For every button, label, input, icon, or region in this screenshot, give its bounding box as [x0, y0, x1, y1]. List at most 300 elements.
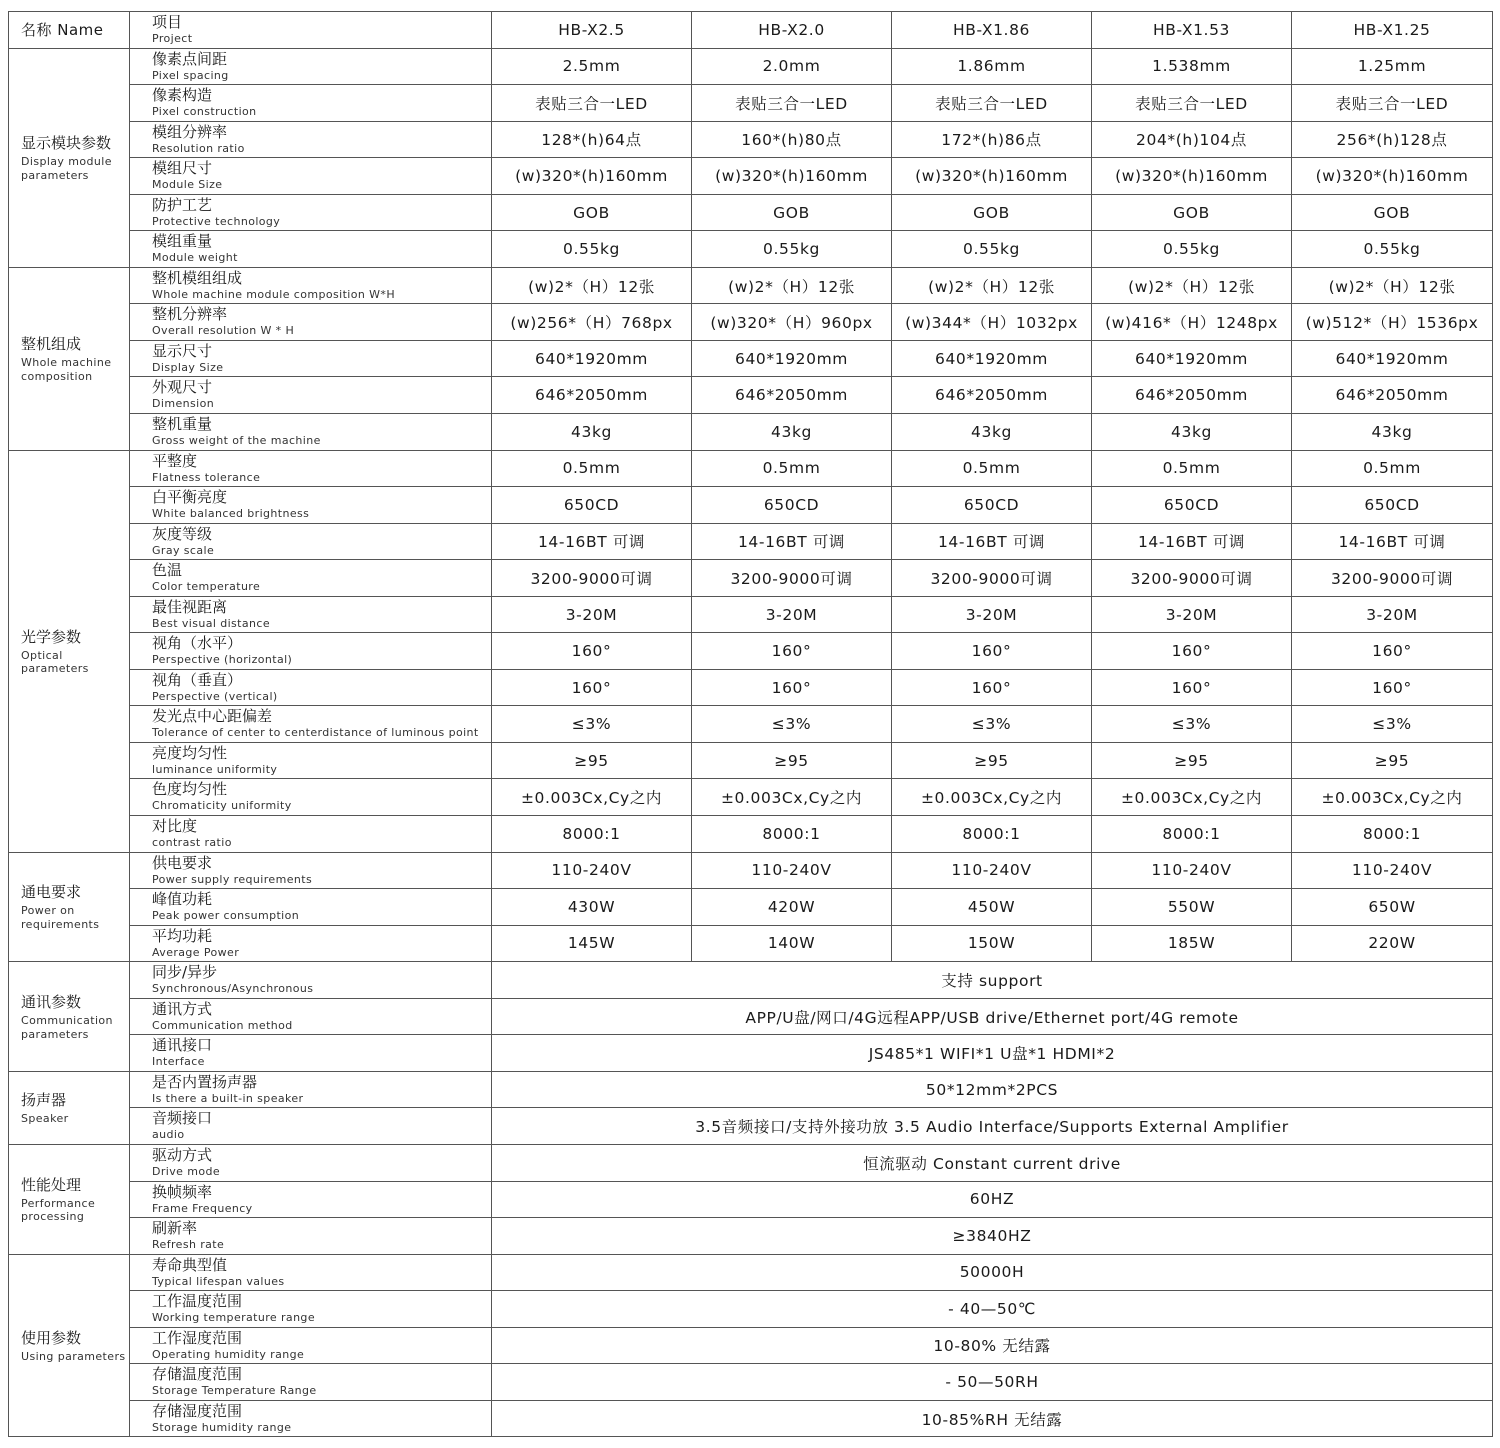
- item-label-zh: 显示尺寸: [152, 341, 213, 360]
- value-cell: 150W: [892, 925, 1092, 962]
- value-cell: 3-20M: [1092, 596, 1292, 633]
- table-row: [9, 742, 1493, 779]
- value-cell: 0.5mm: [1292, 450, 1493, 487]
- shared-value-cell: APP/U盘/网口/4G远程APP/USB drive/Ethernet port/4G remote: [492, 998, 1493, 1035]
- value-cell: 650CD: [892, 487, 1092, 524]
- item-label-en: Interface: [152, 1055, 205, 1069]
- item-label-zh: 模组分辨率: [152, 122, 228, 141]
- value-cell: 650CD: [1292, 487, 1493, 524]
- item-label-en: audio: [152, 1128, 185, 1142]
- value-cell: 3-20M: [892, 596, 1092, 633]
- header-name-cell: [9, 12, 130, 49]
- item-label-en: Operating humidity range: [152, 1347, 305, 1361]
- value-cell: ≥95: [492, 742, 692, 779]
- value-cell: 160°: [692, 669, 892, 706]
- value-cell: 43kg: [892, 414, 1092, 451]
- value-cell: 8000:1: [892, 816, 1092, 853]
- header-project-cell: [130, 12, 492, 49]
- table-row: [9, 816, 1493, 853]
- shared-value-cell: 10-80% 无结露: [492, 1327, 1493, 1364]
- item-label-zh: 寿命典型值: [152, 1255, 228, 1274]
- value-cell: 0.55kg: [1092, 231, 1292, 268]
- table-row: [9, 1291, 1493, 1328]
- section-title-en: Communication parameters: [21, 1014, 113, 1041]
- item-label-en: Is there a built-in speaker: [152, 1091, 304, 1105]
- value-cell: 1.538mm: [1092, 48, 1292, 85]
- item-label-zh: 色温: [152, 561, 183, 580]
- table-row: [9, 852, 1493, 889]
- item-label-zh: 是否内置扬声器: [152, 1072, 258, 1091]
- value-cell: 646*2050mm: [892, 377, 1092, 414]
- value-cell: (w)320*（H）960px: [692, 304, 892, 341]
- value-cell: 172*(h)86点: [892, 121, 1092, 158]
- item-cell: [130, 121, 492, 158]
- section-title-zh: 显示模块参数: [21, 134, 112, 153]
- value-cell: (w)320*(h)160mm: [692, 158, 892, 195]
- value-cell: 0.5mm: [1092, 450, 1292, 487]
- item-label-zh: 视角（垂直）: [152, 670, 243, 689]
- item-label-en: contrast ratio: [152, 836, 232, 850]
- item-label-zh: 防护工艺: [152, 195, 213, 214]
- item-label-en: Module weight: [152, 251, 238, 265]
- value-cell: 160°: [1292, 633, 1493, 670]
- table-row: [9, 158, 1493, 195]
- item-label-zh: 存储温度范围: [152, 1365, 243, 1384]
- section-title-zh: 性能处理: [21, 1175, 82, 1194]
- item-cell: [130, 1327, 492, 1364]
- value-cell: 145W: [492, 925, 692, 962]
- table-row: [9, 925, 1493, 962]
- value-cell: 3200-9000可调: [1292, 560, 1493, 597]
- item-label-en: White balanced brightness: [152, 507, 310, 521]
- value-cell: 8000:1: [1092, 816, 1292, 853]
- item-label-en: Overall resolution W * H: [152, 324, 295, 338]
- item-label-en: Flatness tolerance: [152, 470, 261, 484]
- value-cell: 2.0mm: [692, 48, 892, 85]
- value-cell: (w)320*(h)160mm: [492, 158, 692, 195]
- value-cell: 3200-9000可调: [492, 560, 692, 597]
- item-label-zh: 模组重量: [152, 232, 213, 251]
- table-row: [9, 1327, 1493, 1364]
- item-label-en: luminance uniformity: [152, 762, 278, 776]
- item-cell: [130, 962, 492, 999]
- section-title-en: Performance processing: [21, 1196, 96, 1224]
- item-label-en: Refresh rate: [152, 1238, 225, 1252]
- value-cell: 220W: [1292, 925, 1493, 962]
- item-label-en: Dimension: [152, 397, 215, 411]
- value-cell: 160°: [692, 633, 892, 670]
- item-label-zh: 驱动方式: [152, 1145, 213, 1164]
- value-cell: (w)2*（H）12张: [1292, 267, 1493, 304]
- item-cell: [130, 414, 492, 451]
- item-cell: [130, 742, 492, 779]
- table-row: [9, 633, 1493, 670]
- value-cell: 160°: [1292, 669, 1493, 706]
- value-cell: 0.55kg: [1292, 231, 1493, 268]
- item-cell: [130, 1218, 492, 1255]
- value-cell: ±0.003Cx,Cy之内: [692, 779, 892, 816]
- value-cell: 2.5mm: [492, 48, 692, 85]
- item-label-en: Power supply requirements: [152, 872, 313, 886]
- value-cell: 640*1920mm: [1292, 340, 1493, 377]
- item-cell: [130, 1035, 492, 1072]
- item-label-en: Protective technology: [152, 214, 281, 228]
- item-label-zh: 外观尺寸: [152, 378, 213, 397]
- value-cell: GOB: [492, 194, 692, 231]
- table-row: [9, 414, 1493, 451]
- value-cell: 160°: [492, 633, 692, 670]
- value-cell: 8000:1: [492, 816, 692, 853]
- item-label-en: Working temperature range: [152, 1311, 315, 1325]
- item-cell: [130, 304, 492, 341]
- value-cell: 表贴三合一LED: [1292, 85, 1493, 122]
- model-header: HB-X1.53: [1092, 12, 1292, 49]
- table-row: [9, 1181, 1493, 1218]
- value-cell: ≥95: [892, 742, 1092, 779]
- section-title-zh: 扬声器: [21, 1091, 67, 1110]
- section-cell: [9, 1071, 130, 1144]
- item-label-zh: 像素点间距: [152, 49, 228, 68]
- section-title-en: Using parameters: [21, 1349, 126, 1363]
- value-cell: 160*(h)80点: [692, 121, 892, 158]
- table-row: [9, 267, 1493, 304]
- item-label-zh: 工作温度范围: [152, 1292, 243, 1311]
- item-label-en: Pixel construction: [152, 105, 257, 119]
- value-cell: 110-240V: [692, 852, 892, 889]
- item-cell: [130, 1108, 492, 1145]
- item-label-zh: 平均功耗: [152, 926, 213, 945]
- item-cell: [130, 852, 492, 889]
- item-cell: [130, 523, 492, 560]
- item-cell: [130, 340, 492, 377]
- value-cell: 110-240V: [492, 852, 692, 889]
- item-cell: [130, 1400, 492, 1437]
- item-label-zh: 发光点中心距偏差: [152, 707, 273, 726]
- table-row: [9, 596, 1493, 633]
- section-cell: [9, 48, 130, 267]
- value-cell: 640*1920mm: [692, 340, 892, 377]
- value-cell: ≤3%: [492, 706, 692, 743]
- value-cell: 3-20M: [692, 596, 892, 633]
- value-cell: 110-240V: [1092, 852, 1292, 889]
- item-label-en: Tolerance of center to centerdistance of luminous point: [152, 726, 479, 740]
- section-cell: [9, 267, 130, 450]
- shared-value-cell: 恒流驱动 Constant current drive: [492, 1144, 1493, 1181]
- table-row: [9, 377, 1493, 414]
- project-label-zh: 项目: [152, 13, 183, 31]
- value-cell: (w)344*（H）1032px: [892, 304, 1092, 341]
- name-label: 名称 Name: [21, 21, 104, 40]
- table-row: [9, 1218, 1493, 1255]
- item-label-zh: 亮度均匀性: [152, 743, 228, 762]
- table-row: [9, 1144, 1493, 1181]
- section-title-en: Power on requirements: [21, 904, 100, 931]
- value-cell: (w)320*(h)160mm: [1292, 158, 1493, 195]
- value-cell: 650CD: [692, 487, 892, 524]
- shared-value-cell: 50*12mm*2PCS: [492, 1071, 1493, 1108]
- value-cell: 650CD: [492, 487, 692, 524]
- section-title-en: Speaker: [21, 1112, 69, 1126]
- value-cell: (w)256*（H）768px: [492, 304, 692, 341]
- shared-value-cell: 60HZ: [492, 1181, 1493, 1218]
- item-label-en: Resolution ratio: [152, 141, 245, 155]
- item-cell: [130, 158, 492, 195]
- model-header: HB-X2.0: [692, 12, 892, 49]
- value-cell: ±0.003Cx,Cy之内: [492, 779, 692, 816]
- item-label-en: Gray scale: [152, 543, 215, 557]
- value-cell: 185W: [1092, 925, 1292, 962]
- model-header: HB-X2.5: [492, 12, 692, 49]
- value-cell: ±0.003Cx,Cy之内: [892, 779, 1092, 816]
- value-cell: 表贴三合一LED: [692, 85, 892, 122]
- model-header: HB-X1.86: [892, 12, 1092, 49]
- section-title-en: Optical parameters: [21, 648, 89, 676]
- section-cell: [9, 962, 130, 1072]
- item-label-en: Module Size: [152, 178, 223, 192]
- value-cell: 表贴三合一LED: [892, 85, 1092, 122]
- item-label-zh: 存储湿度范围: [152, 1401, 243, 1420]
- value-cell: 110-240V: [1292, 852, 1493, 889]
- item-cell: [130, 487, 492, 524]
- item-label-en: Pixel spacing: [152, 68, 229, 82]
- value-cell: GOB: [892, 194, 1092, 231]
- value-cell: 256*(h)128点: [1292, 121, 1493, 158]
- table-row: [9, 304, 1493, 341]
- table-row: [9, 706, 1493, 743]
- item-label-en: Perspective (horizontal): [152, 653, 293, 667]
- item-label-en: Synchronous/Asynchronous: [152, 982, 314, 996]
- section-title-zh: 通电要求: [21, 883, 82, 902]
- value-cell: 表贴三合一LED: [492, 85, 692, 122]
- table-row: [9, 962, 1493, 999]
- shared-value-cell: ≥3840HZ: [492, 1218, 1493, 1255]
- table-row: [9, 669, 1493, 706]
- table-row: [9, 560, 1493, 597]
- table-row: [9, 1364, 1493, 1401]
- table-row: [9, 779, 1493, 816]
- table-row: [9, 121, 1493, 158]
- value-cell: 0.5mm: [692, 450, 892, 487]
- item-label-en: Average Power: [152, 945, 240, 959]
- item-cell: [130, 1144, 492, 1181]
- item-cell: [130, 596, 492, 633]
- value-cell: 3200-9000可调: [692, 560, 892, 597]
- value-cell: 140W: [692, 925, 892, 962]
- value-cell: ≤3%: [1292, 706, 1493, 743]
- item-label-en: Perspective (vertical): [152, 689, 278, 703]
- value-cell: 14-16BT 可调: [492, 523, 692, 560]
- item-cell: [130, 231, 492, 268]
- item-cell: [130, 779, 492, 816]
- section-cell: [9, 450, 130, 852]
- value-cell: 650CD: [1092, 487, 1292, 524]
- value-cell: 550W: [1092, 889, 1292, 926]
- item-label-zh: 色度均匀性: [152, 780, 228, 799]
- section-title-zh: 整机组成: [21, 335, 82, 354]
- table-row: [9, 340, 1493, 377]
- value-cell: 表贴三合一LED: [1092, 85, 1292, 122]
- item-label-zh: 峰值功耗: [152, 890, 213, 909]
- section-title-zh: 使用参数: [21, 1328, 82, 1347]
- table-row: [9, 194, 1493, 231]
- value-cell: 0.5mm: [492, 450, 692, 487]
- value-cell: 0.5mm: [892, 450, 1092, 487]
- item-cell: [130, 450, 492, 487]
- shared-value-cell: JS485*1 WIFI*1 U盘*1 HDMI*2: [492, 1035, 1493, 1072]
- item-label-zh: 换帧频率: [152, 1182, 213, 1201]
- item-label-zh: 整机模组组成: [152, 268, 243, 287]
- value-cell: 204*(h)104点: [1092, 121, 1292, 158]
- item-label-zh: 像素构造: [152, 86, 213, 105]
- table-row: [9, 450, 1493, 487]
- item-label-zh: 视角（水平）: [152, 634, 243, 653]
- value-cell: (w)2*（H）12张: [692, 267, 892, 304]
- model-header: HB-X1.25: [1292, 12, 1493, 49]
- table-row: [9, 1108, 1493, 1145]
- shared-value-cell: 50000H: [492, 1254, 1493, 1291]
- item-label-zh: 最佳视距离: [152, 597, 228, 616]
- item-cell: [130, 669, 492, 706]
- value-cell: ±0.003Cx,Cy之内: [1292, 779, 1493, 816]
- value-cell: 646*2050mm: [692, 377, 892, 414]
- value-cell: 8000:1: [692, 816, 892, 853]
- value-cell: 110-240V: [892, 852, 1092, 889]
- item-cell: [130, 633, 492, 670]
- section-title-en: Display module parameters: [21, 155, 112, 182]
- item-cell: [130, 1181, 492, 1218]
- item-label-en: Chromaticity uniformity: [152, 799, 292, 813]
- item-cell: [130, 267, 492, 304]
- value-cell: (w)2*（H）12张: [1092, 267, 1292, 304]
- value-cell: 650W: [1292, 889, 1493, 926]
- value-cell: 14-16BT 可调: [1092, 523, 1292, 560]
- item-cell: [130, 706, 492, 743]
- item-label-zh: 模组尺寸: [152, 159, 213, 178]
- value-cell: 43kg: [492, 414, 692, 451]
- item-cell: [130, 560, 492, 597]
- item-label-zh: 通讯接口: [152, 1036, 213, 1055]
- item-label-zh: 刷新率: [152, 1219, 198, 1238]
- value-cell: ±0.003Cx,Cy之内: [1092, 779, 1292, 816]
- shared-value-cell: 支持 support: [492, 962, 1493, 999]
- item-cell: [130, 85, 492, 122]
- table-row: [9, 1400, 1493, 1437]
- item-label-zh: 同步/异步: [152, 963, 218, 982]
- value-cell: 3200-9000可调: [892, 560, 1092, 597]
- item-label-zh: 音频接口: [152, 1109, 213, 1128]
- value-cell: 430W: [492, 889, 692, 926]
- value-cell: 160°: [892, 669, 1092, 706]
- item-label-zh: 工作湿度范围: [152, 1328, 243, 1347]
- item-label-zh: 对比度: [152, 817, 198, 836]
- value-cell: 43kg: [692, 414, 892, 451]
- table-row: [9, 998, 1493, 1035]
- value-cell: 3200-9000可调: [1092, 560, 1292, 597]
- value-cell: 646*2050mm: [492, 377, 692, 414]
- item-label-zh: 白平衡亮度: [152, 488, 228, 507]
- value-cell: 0.55kg: [492, 231, 692, 268]
- value-cell: (w)512*（H）1536px: [1292, 304, 1493, 341]
- item-cell: [130, 998, 492, 1035]
- item-label-en: Color temperature: [152, 580, 261, 594]
- shared-value-cell: - 40—50℃: [492, 1291, 1493, 1328]
- item-label-zh: 整机分辨率: [152, 305, 228, 324]
- table-row: [9, 487, 1493, 524]
- value-cell: ≤3%: [692, 706, 892, 743]
- value-cell: (w)320*(h)160mm: [892, 158, 1092, 195]
- table-row: [9, 523, 1493, 560]
- value-cell: 8000:1: [1292, 816, 1493, 853]
- value-cell: (w)416*（H）1248px: [1092, 304, 1292, 341]
- value-cell: 14-16BT 可调: [692, 523, 892, 560]
- value-cell: 640*1920mm: [892, 340, 1092, 377]
- header-row: [9, 12, 1493, 49]
- value-cell: ≥95: [1092, 742, 1292, 779]
- table-row: [9, 48, 1493, 85]
- value-cell: 160°: [892, 633, 1092, 670]
- value-cell: 646*2050mm: [1292, 377, 1493, 414]
- item-label-en: Frame Frequency: [152, 1201, 253, 1215]
- item-label-en: Whole machine module composition W*H: [152, 287, 395, 301]
- shared-value-cell: - 50—50RH: [492, 1364, 1493, 1401]
- item-label-en: Drive mode: [152, 1164, 221, 1178]
- item-cell: [130, 1364, 492, 1401]
- value-cell: 450W: [892, 889, 1092, 926]
- item-label-en: Communication method: [152, 1018, 293, 1032]
- item-label-en: Storage Temperature Range: [152, 1384, 317, 1398]
- item-label-zh: 通讯方式: [152, 999, 213, 1018]
- spec-table: [8, 11, 1493, 1437]
- section-title-en: Whole machine composition: [21, 356, 112, 383]
- section-cell: [9, 852, 130, 962]
- item-cell: [130, 1291, 492, 1328]
- value-cell: 3-20M: [1292, 596, 1493, 633]
- value-cell: 640*1920mm: [492, 340, 692, 377]
- value-cell: 43kg: [1092, 414, 1292, 451]
- value-cell: ≥95: [692, 742, 892, 779]
- value-cell: 420W: [692, 889, 892, 926]
- table-row: [9, 1035, 1493, 1072]
- item-cell: [130, 194, 492, 231]
- section-cell: [9, 1144, 130, 1254]
- value-cell: 160°: [1092, 633, 1292, 670]
- table-row: [9, 231, 1493, 268]
- shared-value-cell: 10-85%RH 无结露: [492, 1400, 1493, 1437]
- item-label-en: Peak power consumption: [152, 909, 300, 923]
- item-cell: [130, 377, 492, 414]
- value-cell: 43kg: [1292, 414, 1493, 451]
- value-cell: 1.25mm: [1292, 48, 1493, 85]
- value-cell: 160°: [1092, 669, 1292, 706]
- value-cell: 14-16BT 可调: [1292, 523, 1493, 560]
- value-cell: 646*2050mm: [1092, 377, 1292, 414]
- section-title-zh: 光学参数: [21, 627, 82, 646]
- shared-value-cell: 3.5音频接口/支持外接功放 3.5 Audio Interface/Supports External Amplifier: [492, 1108, 1493, 1145]
- value-cell: GOB: [692, 194, 892, 231]
- value-cell: 0.55kg: [692, 231, 892, 268]
- item-label-zh: 灰度等级: [152, 524, 213, 543]
- value-cell: (w)2*（H）12张: [492, 267, 692, 304]
- value-cell: GOB: [1292, 194, 1493, 231]
- item-label-en: Best visual distance: [152, 616, 271, 630]
- item-label-zh: 平整度: [152, 451, 198, 470]
- item-label-en: Display Size: [152, 360, 224, 374]
- section-cell: [9, 1254, 130, 1437]
- value-cell: 0.55kg: [892, 231, 1092, 268]
- table-row: [9, 1254, 1493, 1291]
- value-cell: ≤3%: [892, 706, 1092, 743]
- value-cell: GOB: [1092, 194, 1292, 231]
